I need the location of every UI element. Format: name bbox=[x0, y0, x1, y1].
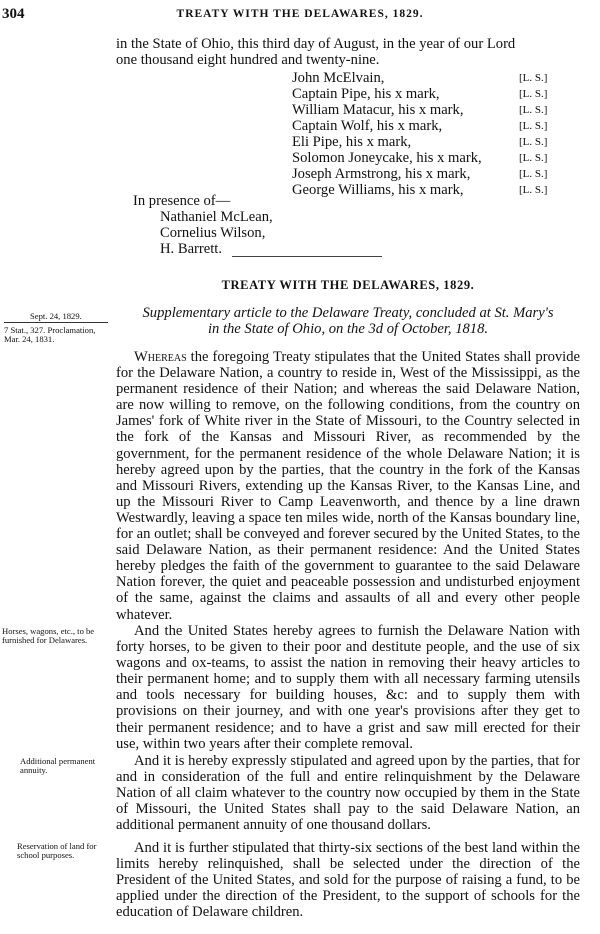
witness-name: H. Barrett. bbox=[160, 241, 223, 257]
paragraph-whereas bbox=[116, 349, 580, 623]
margin-school-note: Reservation of land for school purposes. bbox=[17, 841, 97, 860]
signatory-row bbox=[292, 118, 547, 134]
paragraph-annuity: And it is hereby expressly stipulated and agreed upon by the parties, that for and in consideration of the full and entire relinquishment by the Delaware Nation of all claim whatever to the country now occupied by them in the State of Missouri, the United States shall pay to the said Delaware Nation, an additional permanent annuity of one thousand dollars. bbox=[116, 753, 580, 834]
closing-text bbox=[116, 36, 580, 68]
signatory-name: George Williams, his x mark, bbox=[292, 182, 464, 198]
signatory-name: John McElvain, bbox=[292, 70, 385, 86]
signatory-name: Captain Pipe, his x mark, bbox=[292, 86, 440, 102]
section-divider bbox=[232, 256, 382, 257]
seal-mark: [L. S.] bbox=[519, 120, 548, 132]
margin-divider bbox=[4, 322, 108, 323]
treaty-title: TREATY WITH THE DELAWARES, 1829. bbox=[221, 278, 475, 292]
signatory-row bbox=[292, 150, 547, 166]
presence-label: In presence of— bbox=[133, 193, 231, 209]
margin-statute: 7 Stat., 327. Proclamation, Mar. 24, 1831. bbox=[4, 325, 96, 344]
closing-line-2: one thousand eight hundred and twenty-nine. bbox=[116, 52, 380, 69]
signatory-row bbox=[292, 86, 547, 102]
signatory-name: Captain Wolf, his x mark, bbox=[292, 118, 443, 134]
witness-name: Nathaniel McLean, bbox=[160, 209, 273, 225]
signatory-list bbox=[292, 70, 547, 198]
seal-mark: [L. S.] bbox=[519, 152, 548, 164]
margin-horses-note: Horses, wagons, etc., to be furnished for Delawares. bbox=[2, 626, 95, 645]
paragraph-schools: And it is further stipulated that thirty-six sections of the best land within the limits hereby relinquished, shall be selected under the direction of the President of the United States, and sold for the purpose of raising a fund, to be applied under the direction of the President, to the support of schools for the education of Delaware children. bbox=[116, 840, 580, 921]
seal-mark: [L. S.] bbox=[519, 136, 548, 148]
signatory-row bbox=[292, 166, 547, 182]
margin-annuity-note: Additional permanent annuity. bbox=[20, 756, 96, 775]
signatory-name: William Matacur, his x mark, bbox=[292, 102, 464, 118]
seal-mark: [L. S.] bbox=[519, 88, 548, 100]
seal-mark: [L. S.] bbox=[519, 104, 548, 116]
seal-mark: [L. S.] bbox=[519, 168, 548, 180]
supplementary-heading bbox=[116, 305, 580, 337]
signatory-row bbox=[292, 182, 547, 198]
supplementary-line-2: in the State of Ohio, on the 3d of October, 1818. bbox=[207, 321, 489, 337]
margin-date: Sept. 24, 1829. bbox=[30, 311, 82, 321]
paragraph-lead-word: Whereas bbox=[134, 349, 187, 365]
supplementary-line-1: Supplementary article to the Delaware Treaty, concluded at St. Mary's bbox=[142, 305, 554, 321]
paragraph-horses: And the United States hereby agrees to furnish the Delaware Nation with forty horses, to be given to their poor and destitute people, and the use of six wagons and ox-teams, to assist the nation in removing their heavy articles to their permanent home; and to supply them with all necessary farming utensils and tools necessary for building houses, &c: and to supply them with provisions on their journey, and with one year's provisions after they get to their permanent residence; and to have a grist and saw mill erected for their use, within two years after their complete removal. bbox=[116, 623, 580, 752]
page-number: 304 bbox=[2, 6, 25, 22]
signatory-row bbox=[292, 102, 547, 118]
paragraph-text: the foregoing Treaty stipulates that the United States shall provide for the Delaware Nation, a country to reside in, West of the Mississippi, as the permanent residence of their Nation; and whereas the said Delaware Nation, are now willing to remove, on the following conditions, from the country on James' fork of White river in the State of Missouri, to the Country selected in the fork of the Kansas and Missouri River, as recommended by the government, for the permanent residence of the whole Delaware Nation; it is hereby agreed upon by the parties, that the country in the fork of the Kansas and Missouri Rivers, extending up the Kansas River, to the Kansas Line, and up the Missouri River to Camp Leavenworth, and thence by a line drawn Westwardly, leaving a space ten miles wide, north of the Kansas boundary line, for an outlet; shall be conveyed and forever secured by the United States, to the said Delaware Nation, as their permanent residence: And the United States hereby pledges the faith of the government to guarantee to the said Delaware Nation forever, the quiet and peaceable possession and undisturbed enjoyment of the same, against the claims and assaults of all and every other people whatever. bbox=[116, 349, 581, 623]
seal-mark: [L. S.] bbox=[519, 72, 548, 84]
running-head: TREATY WITH THE DELAWARES, 1829. bbox=[176, 8, 424, 20]
signatory-row bbox=[292, 134, 547, 150]
signatory-name: Solomon Joneycake, his x mark, bbox=[292, 150, 482, 166]
signatory-name: Eli Pipe, his x mark, bbox=[292, 134, 412, 150]
closing-line-1: in the State of Ohio, this third day of August, in the year of our Lord bbox=[116, 36, 516, 52]
witness-name: Cornelius Wilson, bbox=[160, 225, 266, 241]
seal-mark: [L. S.] bbox=[519, 184, 548, 196]
signatory-row bbox=[292, 70, 547, 86]
witness-block bbox=[133, 193, 273, 257]
signatory-name: Joseph Armstrong, his x mark, bbox=[292, 166, 471, 182]
